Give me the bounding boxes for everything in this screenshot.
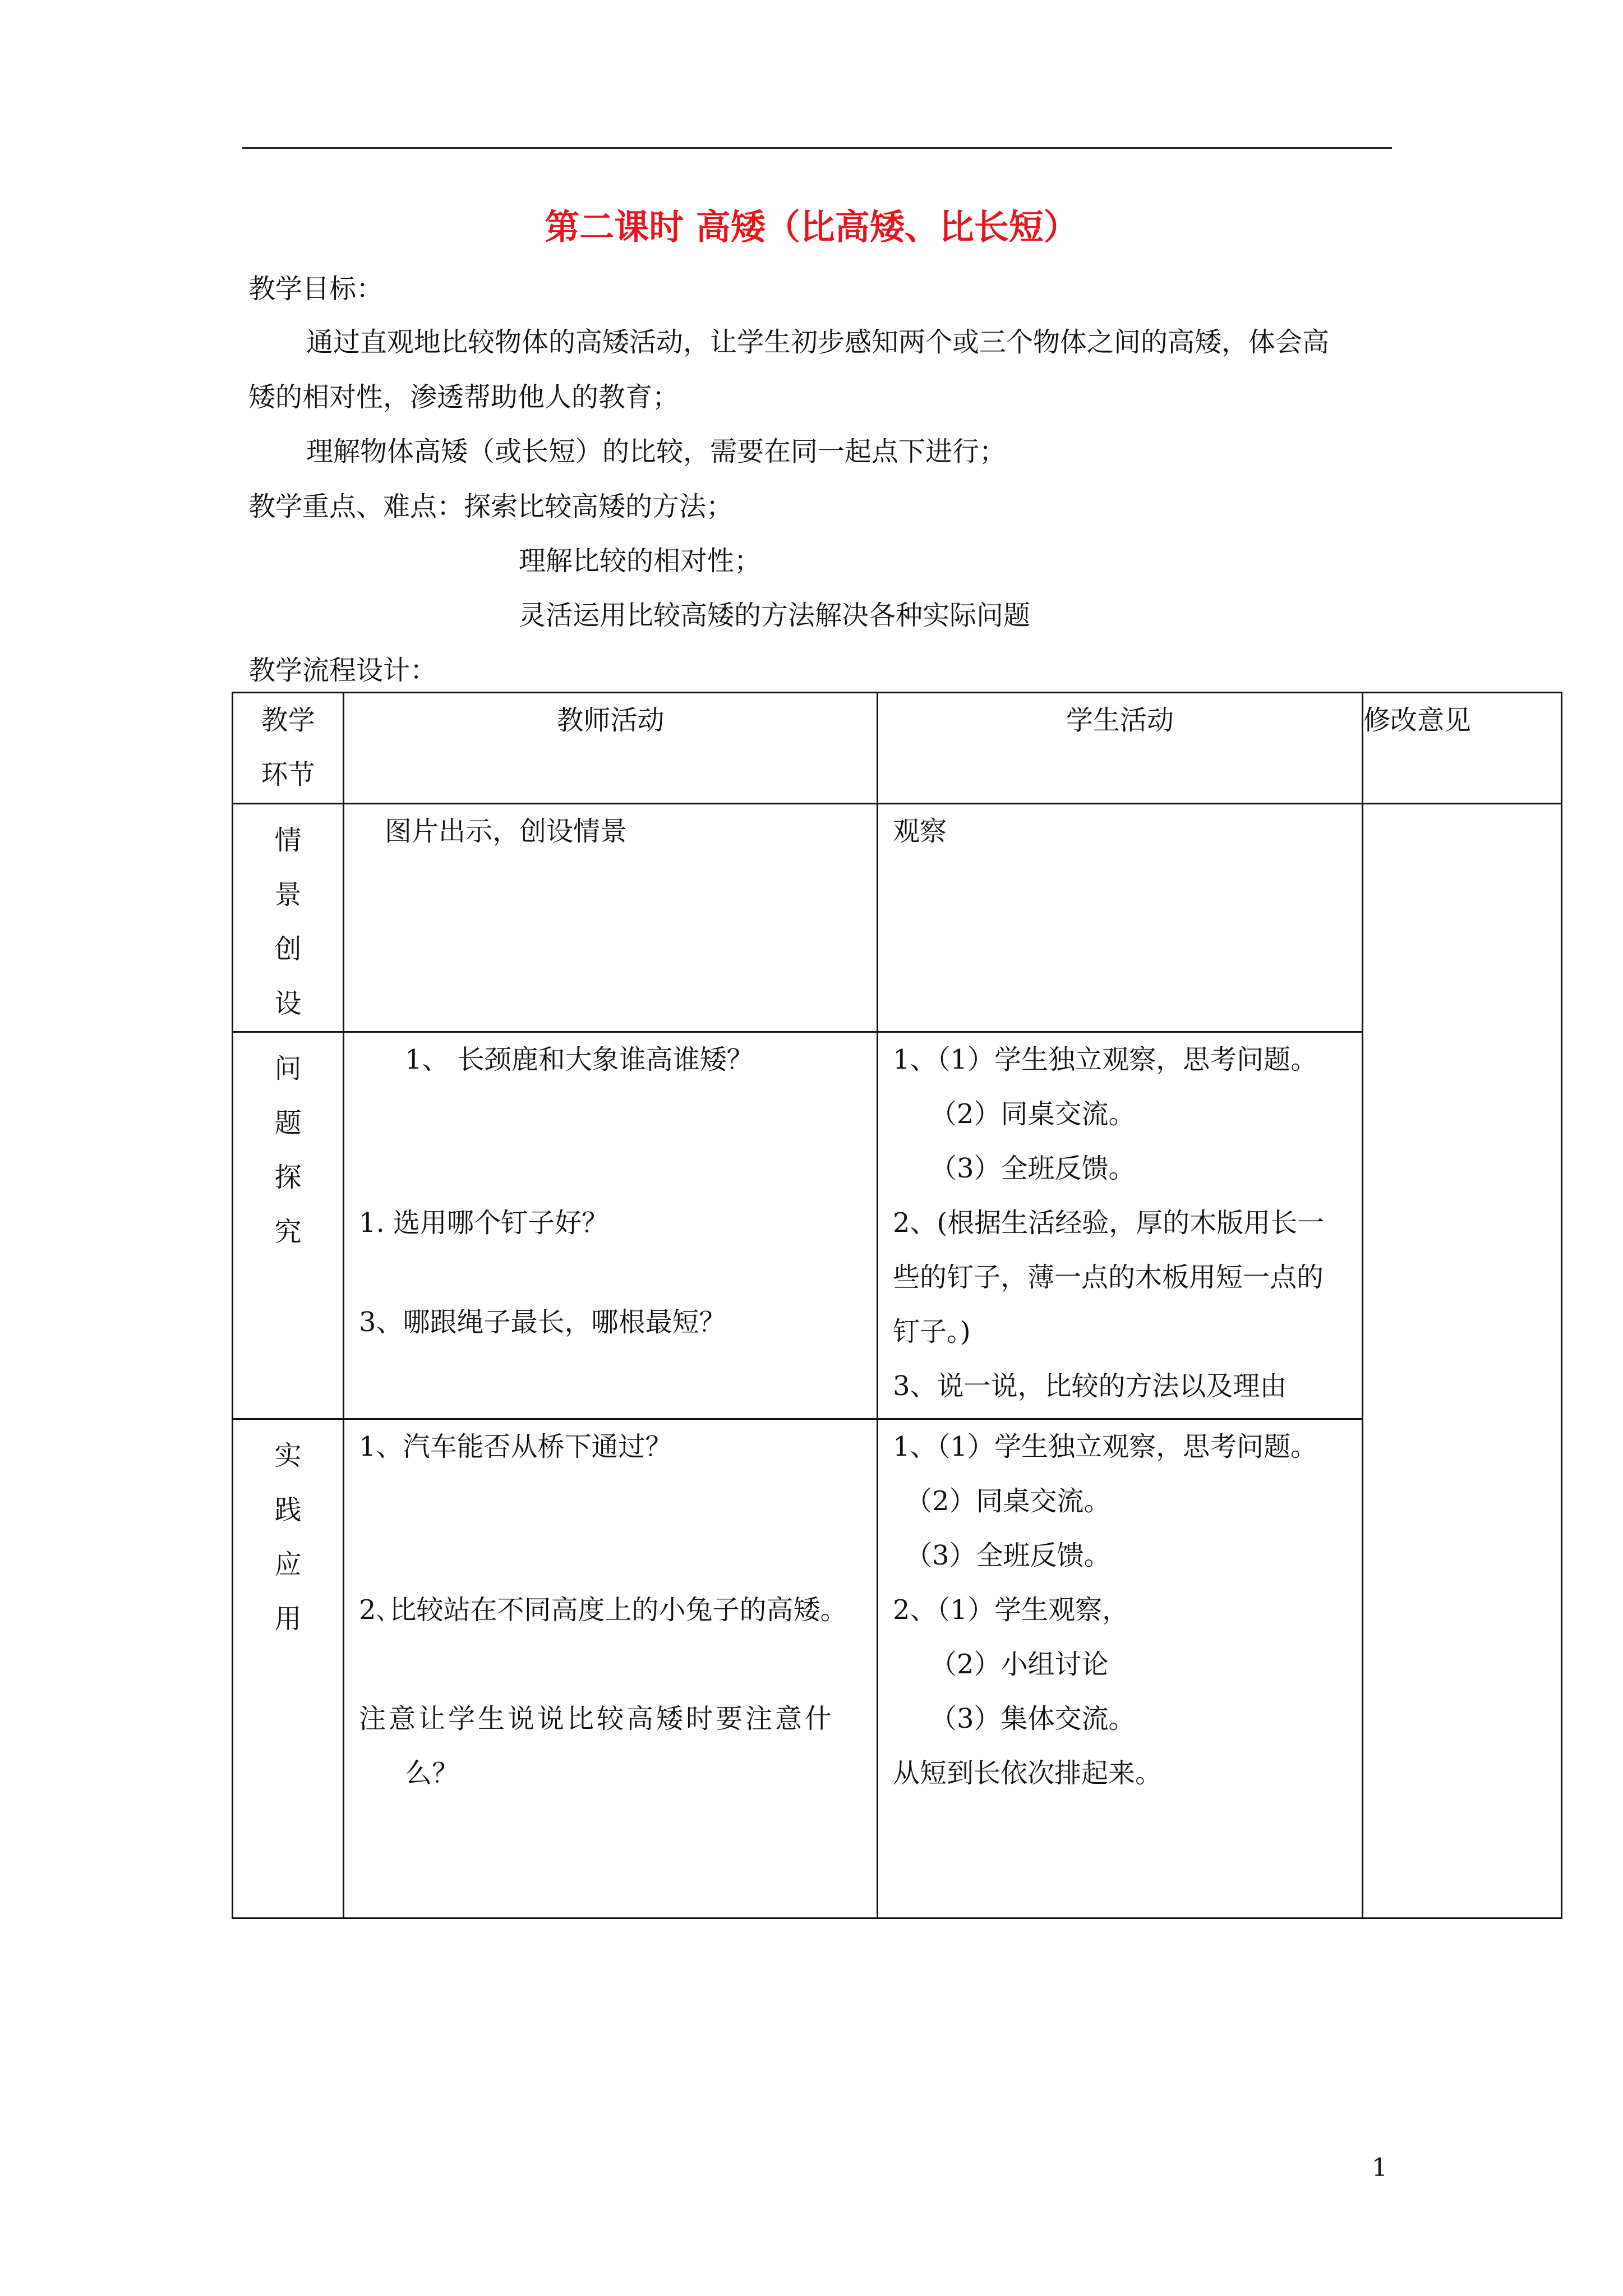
table-row-inquiry [233, 1032, 1562, 1419]
header-stage-line-1: 教学 [261, 705, 315, 736]
header-stage-line-2: 环节 [261, 759, 315, 790]
stage-char: 应 [274, 1549, 302, 1580]
stage-char: 景 [274, 879, 302, 910]
student-line: （3）集体交流。 [930, 1703, 1136, 1734]
student-line: （3）全班反馈。 [905, 1540, 1111, 1571]
teacher-spacer [359, 1637, 877, 1692]
table-row-scenario [233, 804, 1562, 1032]
stage-char: 题 [274, 1107, 302, 1139]
stage-scenario [233, 804, 344, 1032]
header-rule [242, 147, 1392, 149]
student-line: 钉子。) [893, 1316, 971, 1347]
objective-line-2: 矮的相对性，渗透帮助他人的教育； [248, 381, 680, 413]
stage-char: 究 [274, 1216, 302, 1248]
header-remarks: 修改意见 [1363, 693, 1562, 804]
teacher-activity-inquiry [344, 1032, 878, 1419]
key-points-line-2: 理解比较的相对性； [519, 545, 762, 577]
page-title: 第二课时 高矮（比高矮、比长短） [545, 206, 1078, 247]
teacher-spacer [359, 1474, 877, 1529]
header-teacher: 教师活动 [344, 693, 878, 804]
stage-char: 实 [274, 1440, 302, 1471]
page-number: 1 [1372, 2154, 1387, 2182]
teacher-spacer [359, 1087, 877, 1142]
student-line: 些的钉子，薄一点的木板用短一点的 [893, 1262, 1324, 1293]
student-activity-practice [878, 1419, 1363, 1918]
teacher-line: 1、汽车能否从桥下通过？ [359, 1431, 672, 1462]
stage-char: 创 [274, 933, 302, 965]
teacher-line: 么？ [405, 1757, 459, 1789]
teacher-line: 2､比较站在不同高度上的小兔子的高矮。 [359, 1594, 847, 1626]
stage-practice [233, 1419, 344, 1918]
teacher-line: 注意让学生说说比较高矮时要注意什 [359, 1703, 835, 1734]
teacher-spacer [359, 1250, 877, 1295]
teacher-spacer [359, 1142, 877, 1196]
student-line: 1、（1）学生独立观察，思考问题。 [893, 1431, 1318, 1462]
objective-line-3: 理解物体高矮（或长短）的比较，需要在同一起点下进行； [306, 436, 1007, 467]
objectives-label: 教学目标： [248, 273, 384, 305]
lesson-flow-table [232, 692, 1562, 1919]
key-points-line-1: 教学重点、难点：探索比较高矮的方法； [248, 491, 734, 522]
table-header-row [233, 693, 1562, 804]
student-line: 观察 [893, 816, 947, 847]
student-line: 3、说一说，比较的方法以及理由 [893, 1370, 1287, 1402]
teacher-line: 1. 选用哪个钉子好？ [359, 1207, 609, 1239]
stage-char: 情 [274, 825, 302, 856]
stage-char: 践 [274, 1494, 302, 1526]
student-line: 1、（1）学生独立观察，思考问题。 [893, 1044, 1318, 1075]
header-stage [233, 693, 344, 804]
student-line: （2）小组讨论 [930, 1649, 1109, 1680]
student-line: （2）同桌交流。 [905, 1485, 1111, 1517]
teacher-line: 图片出示，创设情景 [385, 816, 628, 847]
remarks-cell [1363, 804, 1562, 1918]
header-student: 学生活动 [878, 693, 1363, 804]
teacher-spacer [359, 1529, 877, 1583]
flow-label: 教学流程设计： [248, 655, 437, 686]
student-line: （3）全班反馈。 [930, 1153, 1136, 1184]
student-activity-inquiry [878, 1032, 1363, 1419]
teacher-activity-practice [344, 1419, 878, 1918]
stage-inquiry [233, 1032, 344, 1419]
teacher-line: 1、 长颈鹿和大象谁高谁矮？ [405, 1044, 754, 1075]
table-row-practice [233, 1419, 1562, 1918]
student-line: （2）同桌交流。 [930, 1098, 1136, 1130]
stage-char: 用 [274, 1603, 302, 1635]
key-points-line-3: 灵活运用比较高矮的方法解决各种实际问题 [519, 600, 1031, 631]
teacher-activity-scenario [344, 804, 878, 1032]
student-line: 2、(根据生活经验，厚的木版用长一 [893, 1207, 1325, 1239]
student-line: 2、（1）学生观察， [893, 1594, 1129, 1626]
stage-char: 设 [274, 988, 302, 1019]
student-activity-scenario [878, 804, 1363, 1032]
stage-char: 问 [274, 1053, 302, 1084]
student-line: 从短到长依次排起来。 [893, 1757, 1163, 1789]
teacher-line: 3、哪跟绳子最长，哪根最短？ [359, 1306, 726, 1338]
stage-char: 探 [274, 1162, 302, 1193]
objective-line-1: 通过直观地比较物体的高矮活动，让学生初步感知两个或三个物体之间的高矮，体会高 [306, 326, 1330, 358]
